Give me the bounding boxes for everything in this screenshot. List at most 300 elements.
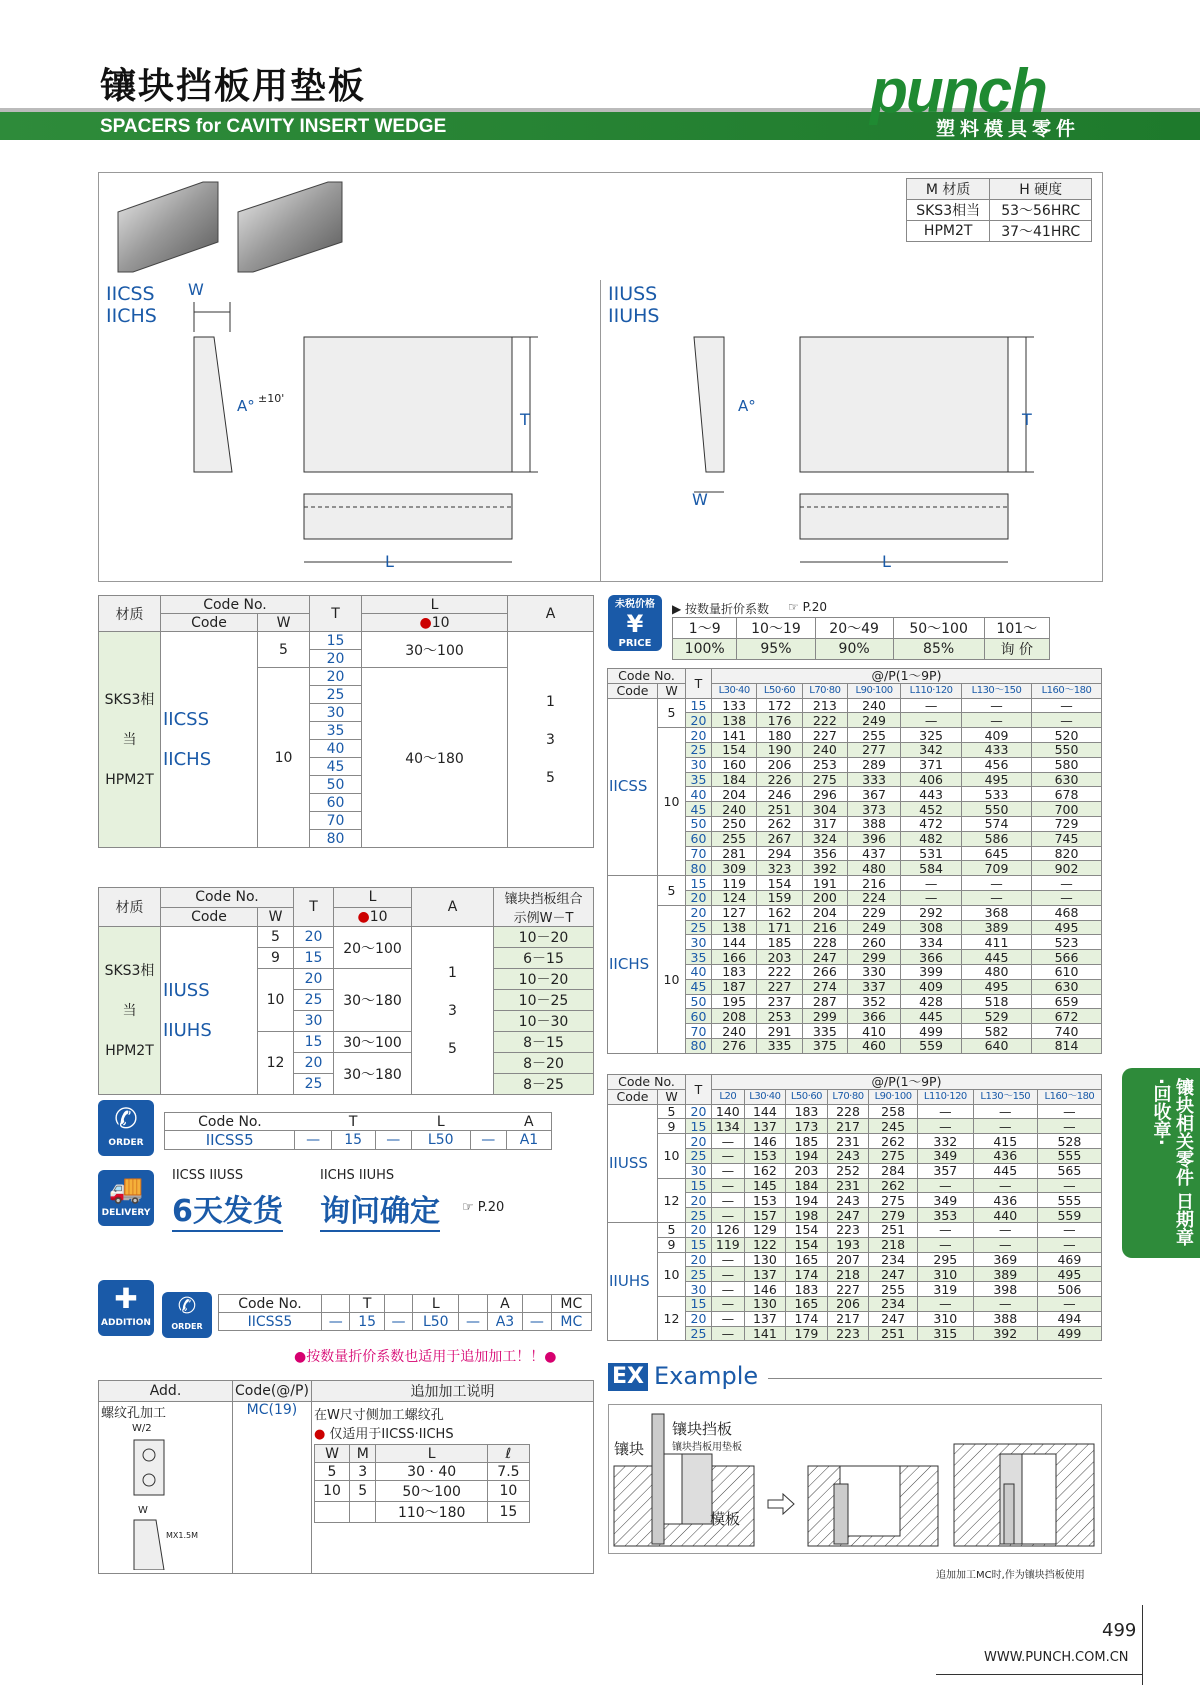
th-length: L20 xyxy=(712,1089,745,1104)
price-cell: 226 xyxy=(757,772,802,787)
price-cell: 452 xyxy=(901,802,962,817)
price-cell: 323 xyxy=(757,861,802,876)
price-cell: 50 xyxy=(686,816,712,831)
price-cell: 30 xyxy=(686,1163,712,1178)
price-cell: 25 xyxy=(686,1148,712,1163)
price-cell: 315 xyxy=(917,1326,973,1341)
price-cell: 154 xyxy=(786,1237,828,1252)
price-cell: 218 xyxy=(827,1267,869,1282)
price-cell: 531 xyxy=(901,846,962,861)
price-cell: 30 xyxy=(686,935,712,950)
price-cell: 195 xyxy=(712,994,757,1009)
front-view xyxy=(304,337,512,472)
price-cell: — xyxy=(917,1222,973,1237)
price-cell: 35 xyxy=(686,772,712,787)
price-cell: 472 xyxy=(901,816,962,831)
price-cell: 255 xyxy=(712,831,757,846)
th-price: @/P(1～9P) xyxy=(712,669,1102,684)
price-w: 5 xyxy=(658,1104,686,1119)
price-cell: 223 xyxy=(827,1326,869,1341)
price-cell: 333 xyxy=(848,772,901,787)
price-cell: 274 xyxy=(802,979,847,994)
price-cell: — xyxy=(917,1178,973,1193)
price-cell: — xyxy=(1037,1178,1101,1193)
price-cell: 482 xyxy=(901,831,962,846)
price-cell: 20 xyxy=(686,1134,712,1149)
price-cell: 25 xyxy=(686,1208,712,1223)
price-cell: 267 xyxy=(757,831,802,846)
price-cell: 409 xyxy=(901,979,962,994)
price-cell: 456 xyxy=(962,757,1032,772)
price-cell: 20 xyxy=(686,1222,712,1237)
th-length: L70·80 xyxy=(827,1089,869,1104)
price-cell: 174 xyxy=(786,1311,828,1326)
price-cell: 319 xyxy=(917,1282,973,1297)
price-cell: 194 xyxy=(786,1148,828,1163)
price-cell: 228 xyxy=(802,935,847,950)
price-cell: 565 xyxy=(1037,1163,1101,1178)
price-row xyxy=(608,1222,1102,1237)
price-cell: 30 xyxy=(686,757,712,772)
price-row xyxy=(608,1104,1102,1119)
price-code: IIUHS xyxy=(608,1222,658,1340)
price-cell: 227 xyxy=(802,728,847,743)
price-cell: 243 xyxy=(827,1148,869,1163)
delivery-days: 6天发货 xyxy=(172,1186,283,1232)
l-dim-label: L xyxy=(385,552,394,571)
price-cell: 141 xyxy=(712,728,757,743)
price-cell: 275 xyxy=(869,1148,918,1163)
price-cell: 15 xyxy=(686,1119,712,1134)
price-cell: 902 xyxy=(1031,861,1101,876)
price-cell: 218 xyxy=(869,1237,918,1252)
price-cell: 317 xyxy=(802,816,847,831)
price-cell: 584 xyxy=(901,861,962,876)
price-cell: 240 xyxy=(712,802,757,817)
price-cell: 389 xyxy=(962,920,1032,935)
price-cell: 153 xyxy=(744,1148,786,1163)
th-length: L130～150 xyxy=(962,683,1032,698)
price-cell: 249 xyxy=(848,713,901,728)
price-cell: 820 xyxy=(1031,846,1101,861)
price-cell: 337 xyxy=(848,979,901,994)
price-cell: 229 xyxy=(848,905,901,920)
price-cell: 198 xyxy=(786,1208,828,1223)
price-cell: 146 xyxy=(744,1282,786,1297)
code-label-right-1: IIUSS xyxy=(608,283,658,305)
price-cell: 373 xyxy=(848,802,901,817)
price-code: IICHS xyxy=(608,876,658,1054)
price-cell: 368 xyxy=(962,905,1032,920)
price-w: 10 xyxy=(658,1134,686,1178)
price-cell: 183 xyxy=(786,1104,828,1119)
price-cell: 124 xyxy=(712,890,757,905)
price-cell: 251 xyxy=(869,1222,918,1237)
price-row xyxy=(608,1119,1102,1134)
price-cell: 433 xyxy=(962,742,1032,757)
price-cell: 437 xyxy=(848,846,901,861)
price-cell: 250 xyxy=(712,816,757,831)
price-cell: — xyxy=(712,1208,745,1223)
example-label-spacer: 镶块挡板用垫板 xyxy=(672,1442,742,1453)
price-cell: 153 xyxy=(744,1193,786,1208)
price-cell: 266 xyxy=(802,964,847,979)
price-cell: 224 xyxy=(848,890,901,905)
price-cell: 140 xyxy=(712,1104,745,1119)
price-cell: — xyxy=(712,1282,745,1297)
price-cell: 366 xyxy=(901,950,962,965)
addition-icon: ✚ ADDITION xyxy=(98,1280,154,1336)
delivery-codes-2: IICHS IIUHS xyxy=(320,1168,395,1183)
price-cell: 222 xyxy=(757,964,802,979)
price-cell: 222 xyxy=(802,713,847,728)
price-cell: 247 xyxy=(827,1208,869,1223)
price-cell: 20 xyxy=(686,728,712,743)
price-cell: — xyxy=(962,876,1032,891)
delivery-ask: 询问确定 xyxy=(320,1186,440,1232)
discount-ref: ☞ P.20 xyxy=(788,600,828,614)
price-cell: 20 xyxy=(686,1252,712,1267)
price-cell: 127 xyxy=(712,905,757,920)
price-cell: 228 xyxy=(827,1104,869,1119)
price-cell: — xyxy=(962,890,1032,905)
price-cell: 247 xyxy=(802,950,847,965)
th-length: L30·40 xyxy=(744,1089,786,1104)
th-t: T xyxy=(686,669,712,699)
price-cell: 550 xyxy=(1031,742,1101,757)
price-cell: 187 xyxy=(712,979,757,994)
price-cell: 160 xyxy=(712,757,757,772)
price-cell: 559 xyxy=(1037,1208,1101,1223)
price-cell: 165 xyxy=(786,1296,828,1311)
th-length: L50·60 xyxy=(757,683,802,698)
price-cell: 154 xyxy=(712,742,757,757)
price-cell: 281 xyxy=(712,846,757,861)
top-view xyxy=(800,494,1008,539)
th-code: Code xyxy=(608,683,658,698)
price-cell: 122 xyxy=(744,1237,786,1252)
t-dim-label: T xyxy=(520,410,530,429)
price-cell: 582 xyxy=(962,1024,1032,1039)
example-label-wedge: 镶块挡板 xyxy=(672,1420,733,1438)
price-cell: 206 xyxy=(827,1296,869,1311)
addition-table: Add. Code(@/P) 追加加工说明 螺纹孔加工 MC(19) 在W尺寸侧加工螺纹孔 ● 仅适用于IICSS·IICHS W M L ℓ 5 3 30 · 40 7.5 10 5 50～100 10 110～180 15 xyxy=(98,1380,594,1574)
th-length: L50·60 xyxy=(786,1089,828,1104)
price-cell: 138 xyxy=(712,920,757,935)
price-cell: 309 xyxy=(712,861,757,876)
price-cell: — xyxy=(901,890,962,905)
code-label-right-2: IIUHS xyxy=(608,305,660,327)
order-example: Code No. T L A IICSS5 — 15 — L50 — A1 xyxy=(164,1112,552,1150)
price-cell: 523 xyxy=(1031,935,1101,950)
price-cell: 184 xyxy=(712,772,757,787)
price-cell: — xyxy=(712,1193,745,1208)
hardness-header: H 硬度 xyxy=(990,179,1092,200)
price-cell: — xyxy=(973,1237,1037,1252)
thread-hole-diagram xyxy=(116,1420,216,1570)
price-cell: — xyxy=(901,698,962,713)
addition-note: ●按数量折价系数也适用于追加加工！！● xyxy=(294,1349,557,1365)
th-w: W xyxy=(658,683,686,698)
w-half-label: W/2 xyxy=(132,1423,152,1434)
footer-url[interactable]: WWW.PUNCH.COM.CN xyxy=(984,1650,1129,1665)
page-number: 499 xyxy=(1102,1620,1137,1641)
price-cell: — xyxy=(917,1119,973,1134)
hardness-value: 53～56HRC xyxy=(990,200,1092,221)
spacer-photo xyxy=(238,182,342,272)
th-length: L90·100 xyxy=(869,1089,918,1104)
price-cell: 137 xyxy=(744,1267,786,1282)
price-cell: 255 xyxy=(869,1282,918,1297)
spec-table-1: 材质 Code No. T L A Code W ●10 SKS3相当 HPM2T IICSS IICHS 5 15 30～100 1 3 5 20 10 20 40～180 25 30 35 40 45 50 60 70 80 xyxy=(98,595,594,848)
price-cell: 20 xyxy=(686,890,712,905)
delivery-codes-1: IICSS IIUSS xyxy=(172,1168,244,1183)
price-cell: 249 xyxy=(848,920,901,935)
th-length: L160～180 xyxy=(1037,1089,1101,1104)
price-cell: 342 xyxy=(901,742,962,757)
price-cell: 814 xyxy=(1031,1038,1101,1053)
price-cell: — xyxy=(1037,1104,1101,1119)
price-cell: 566 xyxy=(1031,950,1101,965)
price-cell: 495 xyxy=(962,979,1032,994)
price-cell: 60 xyxy=(686,1009,712,1024)
price-cell: 240 xyxy=(802,742,847,757)
price-cell: 499 xyxy=(901,1024,962,1039)
price-cell: 20 xyxy=(686,1104,712,1119)
price-cell: 729 xyxy=(1031,816,1101,831)
price-cell: 292 xyxy=(901,905,962,920)
price-cell: 154 xyxy=(786,1222,828,1237)
price-cell: 193 xyxy=(827,1237,869,1252)
price-cell: 468 xyxy=(1031,905,1101,920)
price-cell: 183 xyxy=(712,964,757,979)
price-cell: 185 xyxy=(757,935,802,950)
price-cell: 325 xyxy=(901,728,962,743)
price-w: 5 xyxy=(658,698,686,728)
price-cell: 469 xyxy=(1037,1252,1101,1267)
price-row xyxy=(608,1296,1102,1311)
price-table-1 xyxy=(607,668,1102,1054)
price-cell: 533 xyxy=(962,787,1032,802)
price-cell: 410 xyxy=(848,1024,901,1039)
t-dim-label: T xyxy=(1022,410,1032,429)
price-cell: 436 xyxy=(973,1193,1037,1208)
price-cell: 630 xyxy=(1031,772,1101,787)
price-cell: 349 xyxy=(917,1148,973,1163)
a-angle-label: A° xyxy=(738,397,756,415)
price-cell: 194 xyxy=(786,1193,828,1208)
price-cell: 206 xyxy=(757,757,802,772)
price-cell: 80 xyxy=(686,861,712,876)
price-cell: 200 xyxy=(802,890,847,905)
price-w: 10 xyxy=(658,905,686,1053)
price-cell: 207 xyxy=(827,1252,869,1267)
price-cell: — xyxy=(901,876,962,891)
spec-table-2: 材质 Code No. T L A 镶块挡板组合 示例W－T Code W ●10 SKS3相当 HPM2T IIUSS IIUHS 5 20 20～100 1 3 5 10－20 9 15 6－15 10 20 30～180 10－20 25 10－25 30 10－30 12 15 30～100 8－15 20 30～180 8－20 25 8－25 xyxy=(98,887,594,1095)
price-w: 10 xyxy=(658,728,686,876)
th-length: L110·120 xyxy=(917,1089,973,1104)
page-title: 镶块挡板用垫板 xyxy=(100,66,367,107)
th-w: W xyxy=(658,1089,686,1104)
price-cell: 134 xyxy=(712,1119,745,1134)
price-table-2 xyxy=(607,1074,1102,1341)
price-cell: 574 xyxy=(962,816,1032,831)
price-cell: 25 xyxy=(686,920,712,935)
price-cell: — xyxy=(712,1148,745,1163)
price-cell: — xyxy=(1031,890,1101,905)
price-cell: 287 xyxy=(802,994,847,1009)
price-cell: 529 xyxy=(962,1009,1032,1024)
price-cell: 506 xyxy=(1037,1282,1101,1297)
price-cell: 133 xyxy=(712,698,757,713)
th-length: L130～150 xyxy=(973,1089,1037,1104)
example-icon: EX xyxy=(608,1363,648,1391)
price-cell: 610 xyxy=(1031,964,1101,979)
footer-rule-v xyxy=(1142,1605,1143,1685)
price-cell: 251 xyxy=(757,802,802,817)
price-cell: 528 xyxy=(1037,1134,1101,1149)
price-cell: 137 xyxy=(744,1311,786,1326)
price-cell: 157 xyxy=(744,1208,786,1223)
price-cell: 334 xyxy=(901,935,962,950)
price-cell: 304 xyxy=(802,802,847,817)
example-label-plate: 模板 xyxy=(710,1510,741,1528)
price-w: 9 xyxy=(658,1237,686,1252)
price-cell: 409 xyxy=(962,728,1032,743)
price-cell: 30 xyxy=(686,1282,712,1297)
price-cell: 208 xyxy=(712,1009,757,1024)
price-cell: 324 xyxy=(802,831,847,846)
l-dim-label: L xyxy=(882,552,891,571)
price-cell: 119 xyxy=(712,1237,745,1252)
price-cell: 389 xyxy=(973,1267,1037,1282)
price-cell: 406 xyxy=(901,772,962,787)
price-cell: 15 xyxy=(686,698,712,713)
price-cell: 80 xyxy=(686,1038,712,1053)
price-cell: 70 xyxy=(686,846,712,861)
th-code: Code xyxy=(608,1089,658,1104)
price-cell: 20 xyxy=(686,713,712,728)
price-cell: — xyxy=(962,698,1032,713)
price-cell: 332 xyxy=(917,1134,973,1149)
price-cell: 559 xyxy=(901,1038,962,1053)
price-cell: 231 xyxy=(827,1178,869,1193)
price-cell: — xyxy=(1031,876,1101,891)
price-cell: 237 xyxy=(757,994,802,1009)
example-rule xyxy=(768,1378,1102,1379)
price-cell: 275 xyxy=(802,772,847,787)
price-cell: 352 xyxy=(848,994,901,1009)
price-cell: 204 xyxy=(712,787,757,802)
price-cell: — xyxy=(712,1134,745,1149)
price-cell: — xyxy=(962,713,1032,728)
price-cell: 640 xyxy=(962,1038,1032,1053)
price-cell: 294 xyxy=(757,846,802,861)
th-codeno: Code No. xyxy=(608,1075,686,1090)
price-cell: 709 xyxy=(962,861,1032,876)
price-cell: 480 xyxy=(962,964,1032,979)
price-cell: — xyxy=(1037,1296,1101,1311)
price-cell: 174 xyxy=(786,1267,828,1282)
example-title: Example xyxy=(654,1362,759,1390)
price-cell: 70 xyxy=(686,1024,712,1039)
wedge-profile xyxy=(194,337,232,472)
price-row xyxy=(608,876,1102,891)
price-cell: 659 xyxy=(1031,994,1101,1009)
price-cell: 25 xyxy=(686,1267,712,1282)
price-cell: 371 xyxy=(901,757,962,772)
price-cell: 159 xyxy=(757,890,802,905)
price-cell: 137 xyxy=(744,1119,786,1134)
price-cell: 45 xyxy=(686,802,712,817)
price-cell: 166 xyxy=(712,950,757,965)
price-cell: 440 xyxy=(973,1208,1037,1223)
price-row xyxy=(608,728,1102,743)
price-cell: 330 xyxy=(848,964,901,979)
price-cell: 388 xyxy=(973,1311,1037,1326)
th-length: L110·120 xyxy=(901,683,962,698)
price-cell: 367 xyxy=(848,787,901,802)
price-cell: — xyxy=(712,1252,745,1267)
price-cell: 240 xyxy=(848,698,901,713)
price-cell: — xyxy=(1031,698,1101,713)
discount-table: 1～9 10～19 20～49 50～100 101～ 100% 95% 90% 85% 询 价 xyxy=(672,617,1050,660)
price-cell: 20 xyxy=(686,1193,712,1208)
price-cell: 119 xyxy=(712,876,757,891)
delivery-ref: ☞ P.20 xyxy=(462,1200,505,1215)
price-cell: 251 xyxy=(869,1326,918,1341)
price-cell: 349 xyxy=(917,1193,973,1208)
price-cell: 243 xyxy=(827,1193,869,1208)
price-cell: 495 xyxy=(962,772,1032,787)
price-cell: 223 xyxy=(827,1222,869,1237)
price-cell: 310 xyxy=(917,1311,973,1326)
price-cell: 480 xyxy=(848,861,901,876)
side-tab[interactable]: 镶块相关零件 日期章·回收章· xyxy=(1122,1068,1200,1258)
price-cell: 144 xyxy=(712,935,757,950)
price-cell: 518 xyxy=(962,994,1032,1009)
price-cell: 50 xyxy=(686,994,712,1009)
price-cell: 369 xyxy=(973,1252,1037,1267)
price-cell: 60 xyxy=(686,831,712,846)
price-cell: — xyxy=(973,1104,1037,1119)
price-cell: 445 xyxy=(901,1009,962,1024)
material-name: HPM2T xyxy=(907,221,990,242)
thread-label: MX1.5M xyxy=(166,1531,199,1540)
price-cell: 25 xyxy=(686,742,712,757)
price-cell: 40 xyxy=(686,964,712,979)
price-cell: 353 xyxy=(917,1208,973,1223)
code-label-left-1: IICSS xyxy=(106,283,155,305)
price-cell: — xyxy=(712,1296,745,1311)
price-cell: 162 xyxy=(744,1163,786,1178)
price-cell: 262 xyxy=(869,1178,918,1193)
price-cell: 291 xyxy=(757,1024,802,1039)
price-w: 9 xyxy=(658,1119,686,1134)
price-cell: 20 xyxy=(686,905,712,920)
price-cell: 146 xyxy=(744,1134,786,1149)
code-label-left-2: IICHS xyxy=(106,305,157,327)
price-cell: 357 xyxy=(917,1163,973,1178)
price-cell: 176 xyxy=(757,713,802,728)
price-cell: 299 xyxy=(848,950,901,965)
price-cell: 130 xyxy=(744,1296,786,1311)
price-cell: 392 xyxy=(973,1326,1037,1341)
price-w: 5 xyxy=(658,1222,686,1237)
price-cell: — xyxy=(712,1267,745,1282)
price-cell: 227 xyxy=(827,1282,869,1297)
price-w: 10 xyxy=(658,1252,686,1296)
